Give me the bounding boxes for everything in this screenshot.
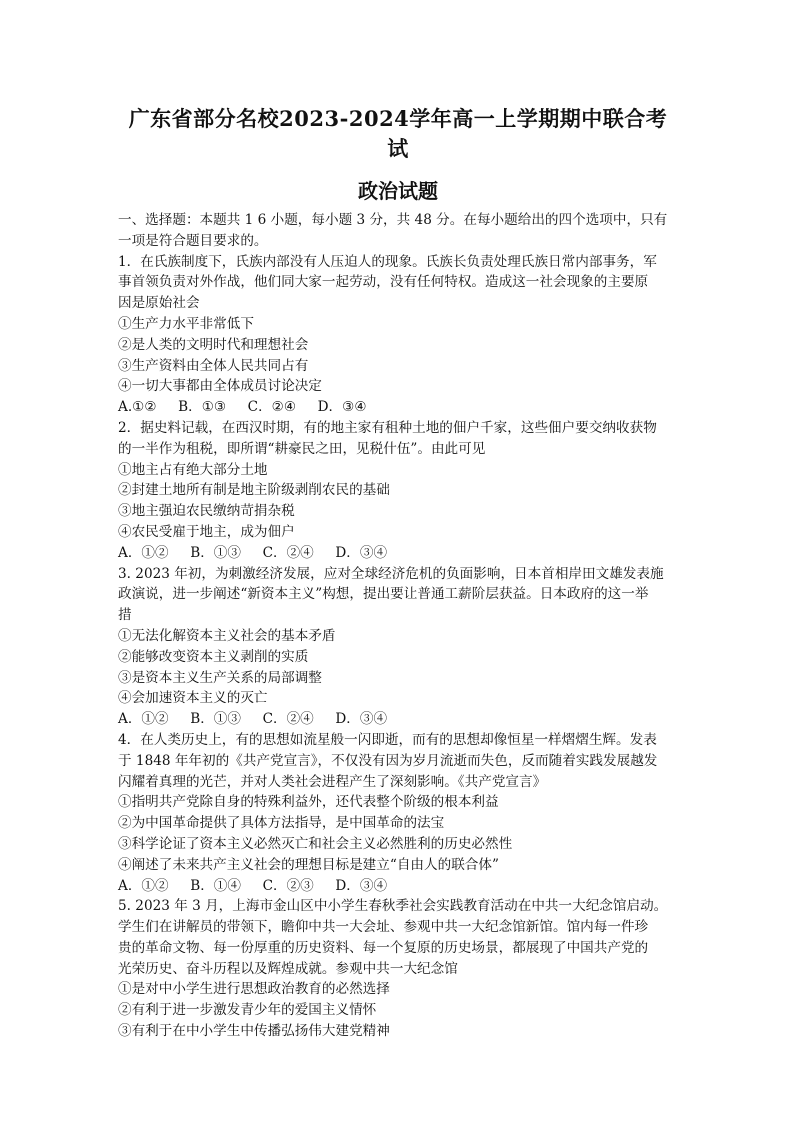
question-5 [118,896,678,1042]
document-title: 广东省部分名校2023-2024学年高一上学期期中联合考试 [128,106,668,161]
question-stem-line: 政演说，进一步阐述“新资本主义”构想，提出要让普通工薪阶层获益。日本政府的这一举 [118,586,649,603]
answer-choices: A．①② B．①③ C．②④ D．③④ [118,544,388,561]
question-option: ①无法化解资本主义社会的基本矛盾 [118,627,336,644]
question-stem-line: 4．在人类历史上，有的思想如流星般一闪即逝，而有的思想却像恒星一样熠熠生辉。发表 [118,731,657,748]
question-stem-line: 1．在氏族制度下，氏族内部没有人压迫人的现象。氏族长负责处理氏族日常内部事务，军 [118,253,657,270]
answer-choices: A．①② B．①④ C．②③ D．③④ [118,877,388,894]
question-option: ②能够改变资本主义剥削的实质 [118,648,309,665]
question-stem-line: 贵的革命文物、每一份厚重的历史资料、每一个复原的历史场景，都展现了中国共产党的 [118,939,649,956]
question-option: ②有利于进一步激发青少年的爱国主义情怀 [118,1002,377,1019]
question-stem-line: 的一半作为租税，即所谓“耕豪民之田，见税什伍”。由此可见 [118,440,486,457]
question-option: ②为中国革命提供了具体方法指导，是中国革命的法宝 [118,815,445,832]
answer-choices: A.①② B．①③ C．②④ D．③④ [118,399,367,416]
question-option: ④农民受雇于地主，成为佃户 [118,523,295,540]
question-option: ①是对中小学生进行思想政治教育的必然选择 [118,981,390,998]
question-4 [118,730,678,896]
question-stem-line: 学生们在讲解员的带领下，瞻仰中共一大会址、参观中共一大纪念馆新馆。馆内每一件珍 [118,919,649,936]
question-option: ③科学论证了资本主义必然灭亡和社会主义必然胜利的历史必然性 [118,835,513,852]
section-instructions [118,210,678,252]
question-stem-line: 事首领负责对外作战，他们同大家一起劳动，没有任何特权。造成这一社会现象的主要原 [118,274,649,291]
question-option: ④会加速资本主义的灭亡 [118,690,268,707]
question-option: ①地主占有绝大部分土地 [118,461,268,478]
question-stem-line: 2．据史料记载，在西汉时期，有的地主家有租种土地的佃户千家，这些佃户要交纳收获物 [118,419,657,436]
question-option: ③是资本主义生产关系的局部调整 [118,669,322,686]
answer-choices: A．①② B．①③ C．②④ D．③④ [118,711,388,728]
section-instruction-line: 一、选择题：本题共 1 6 小题，每小题 3 分，共 48 分。在每小题给出的四个选项中，只有 [118,212,668,228]
question-stem-line: 于 1848 年年初的《共产党宣言》，不仅没有因为岁月流逝而失色，反而随着实践发展越发 [118,752,658,769]
question-stem-line: 3. 2023 年初，为刺激经济发展，应对全球经济危机的负面影响，日本首相岸田文雄发表施 [118,565,664,582]
question-option: ④阐述了未来共产主义社会的理想目标是建立“自由人的联合体” [118,856,499,873]
question-3 [118,564,678,730]
question-option: ①指明共产党除自身的特殊利益外，还代表整个阶级的根本利益 [118,794,499,811]
question-stem-line: 闪耀着真理的光芒，并对人类社会进程产生了深刻影响。《共产党宣言》 [118,773,547,790]
question-option: ②封建土地所有制是地主阶级剥削农民的基础 [118,482,390,499]
question-option: ③有利于在中小学生中传播弘扬伟大建党精神 [118,1023,390,1040]
question-option: ②是人类的文明时代和理想社会 [118,336,309,353]
question-2 [118,418,678,564]
question-option: ③生产资料由全体人民共同占有 [118,357,309,374]
question-option: ③地主强迫农民缴纳苛捐杂税 [118,503,295,520]
question-stem-line: 5. 2023 年 3 月，上海市金山区中小学生春秋季社会实践教育活动在中共一大纪念馆启动。 [118,898,668,915]
question-stem-line: 因是原始社会 [118,295,200,312]
question-option: ④一切大事都由全体成员讨论决定 [118,378,322,395]
document-subtitle: 政治试题 [358,179,438,203]
question-1 [118,252,678,418]
question-option: ①生产力水平非常低下 [118,315,254,332]
question-stem-line: 光荣历史、奋斗历程以及辉煌成就。参观中共一大纪念馆 [118,960,458,977]
section-instruction-line: 一项是符合题目要求的。 [118,232,268,249]
question-stem-line: 措 [118,607,132,624]
